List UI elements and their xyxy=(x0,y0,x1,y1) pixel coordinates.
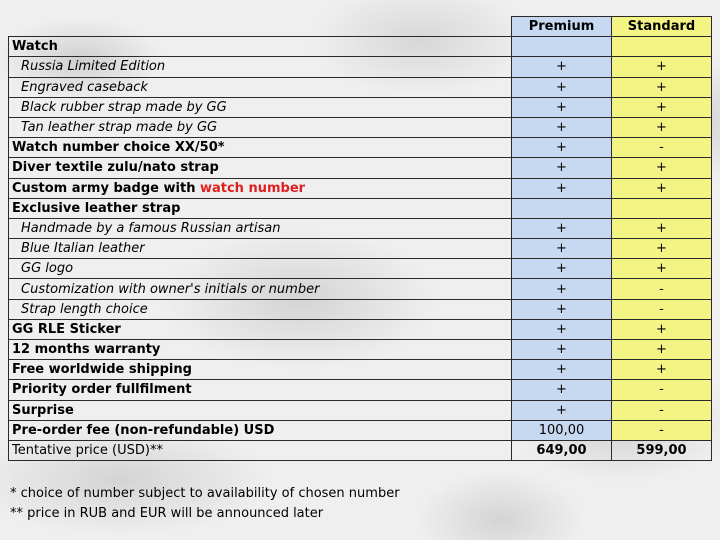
feature-label xyxy=(9,259,512,279)
standard-value: - xyxy=(612,299,712,319)
premium-value: + xyxy=(512,57,612,77)
premium-value: 100,00 xyxy=(512,420,612,440)
feature-label xyxy=(9,239,512,259)
feature-label-text: Pre-order fee (non-refundable) USD xyxy=(12,422,275,438)
table-row xyxy=(9,279,712,299)
feature-label-text: Russia Limited Edition xyxy=(21,59,166,75)
table-header-row xyxy=(9,17,712,37)
premium-value: + xyxy=(512,77,612,97)
feature-label xyxy=(9,57,512,77)
feature-label-text: GG logo xyxy=(21,261,74,277)
standard-value: - xyxy=(612,380,712,400)
feature-label xyxy=(9,440,512,460)
feature-label xyxy=(9,319,512,339)
table-row xyxy=(9,259,712,279)
premium-value xyxy=(512,198,612,218)
premium-value: + xyxy=(512,158,612,178)
feature-label xyxy=(9,218,512,238)
feature-label xyxy=(9,279,512,299)
table-row xyxy=(9,138,712,158)
standard-value: - xyxy=(612,420,712,440)
premium-value: 649,00 xyxy=(512,440,612,460)
premium-value: + xyxy=(512,259,612,279)
premium-value: + xyxy=(512,380,612,400)
standard-value: 599,00 xyxy=(612,440,712,460)
table-row xyxy=(9,37,712,57)
footnote-number-availability: * choice of number subject to availability of chosen number xyxy=(10,486,400,501)
standard-value: + xyxy=(612,340,712,360)
feature-label-highlight: watch number xyxy=(199,180,306,196)
feature-label-text: Handmade by a famous Russian artisan xyxy=(21,220,281,236)
table-row xyxy=(9,97,712,117)
table-row xyxy=(9,400,712,420)
table-row xyxy=(9,360,712,380)
feature-label-text: Blue Italian leather xyxy=(21,241,145,257)
table-row xyxy=(9,117,712,137)
feature-label xyxy=(9,37,512,57)
table-row xyxy=(9,319,712,339)
standard-value xyxy=(612,198,712,218)
feature-label-text: Priority order fullfilment xyxy=(12,382,192,398)
feature-label-text: Customization with owner's initials or number xyxy=(21,281,320,297)
standard-value: + xyxy=(612,178,712,198)
standard-column-header: Standard xyxy=(612,17,712,37)
feature-label-text: Custom army badge with xyxy=(12,180,200,196)
feature-label-text: Surprise xyxy=(12,402,74,418)
table-row xyxy=(9,299,712,319)
premium-value: + xyxy=(512,400,612,420)
feature-label-text: Engraved caseback xyxy=(21,79,148,95)
feature-label-text: Free worldwide shipping xyxy=(12,362,192,378)
feature-label xyxy=(9,299,512,319)
premium-value: + xyxy=(512,218,612,238)
standard-value: + xyxy=(612,117,712,137)
premium-value: + xyxy=(512,319,612,339)
standard-value: + xyxy=(612,319,712,339)
premium-value: + xyxy=(512,117,612,137)
table-row xyxy=(9,440,712,460)
table-row xyxy=(9,158,712,178)
table-row xyxy=(9,340,712,360)
feature-label-text: Exclusive leather strap xyxy=(12,200,181,216)
feature-label-text: Diver textile zulu/nato strap xyxy=(12,160,219,176)
premium-value: + xyxy=(512,97,612,117)
table-row xyxy=(9,218,712,238)
footnotes xyxy=(10,484,400,524)
table-row xyxy=(9,239,712,259)
feature-label-text: Tentative price (USD)** xyxy=(12,443,163,459)
standard-value: + xyxy=(612,218,712,238)
standard-value: + xyxy=(612,158,712,178)
feature-label xyxy=(9,158,512,178)
table-row xyxy=(9,77,712,97)
premium-value: + xyxy=(512,299,612,319)
feature-label-text: Watch xyxy=(12,39,58,55)
feature-label-text: GG RLE Sticker xyxy=(12,321,121,337)
package-comparison-table xyxy=(8,16,712,461)
feature-label xyxy=(9,117,512,137)
standard-value xyxy=(612,37,712,57)
table-row xyxy=(9,198,712,218)
feature-label xyxy=(9,420,512,440)
premium-value: + xyxy=(512,279,612,299)
feature-label-text: Tan leather strap made by GG xyxy=(21,120,218,136)
header-blank-cell xyxy=(9,17,512,37)
feature-label-text: Black rubber strap made by GG xyxy=(21,99,227,115)
standard-value: + xyxy=(612,360,712,380)
feature-label xyxy=(9,360,512,380)
feature-label xyxy=(9,340,512,360)
premium-value: + xyxy=(512,360,612,380)
standard-value: + xyxy=(612,77,712,97)
feature-label xyxy=(9,97,512,117)
feature-label xyxy=(9,198,512,218)
table-body xyxy=(9,37,712,461)
table-row xyxy=(9,57,712,77)
feature-label-text: Watch number choice XX/50* xyxy=(12,140,225,156)
table-row xyxy=(9,420,712,440)
footnote-currency-prices: ** price in RUB and EUR will be announced later xyxy=(10,506,324,521)
premium-value: + xyxy=(512,340,612,360)
standard-value: + xyxy=(612,57,712,77)
standard-value: + xyxy=(612,259,712,279)
standard-value: + xyxy=(612,239,712,259)
premium-value: + xyxy=(512,178,612,198)
premium-value xyxy=(512,37,612,57)
standard-value: - xyxy=(612,279,712,299)
feature-label xyxy=(9,138,512,158)
premium-column-header: Premium xyxy=(512,17,612,37)
standard-value: + xyxy=(612,97,712,117)
feature-label xyxy=(9,77,512,97)
standard-value: - xyxy=(612,400,712,420)
feature-label-text: Strap length choice xyxy=(21,301,148,317)
feature-label-text: 12 months warranty xyxy=(12,342,161,358)
standard-value: - xyxy=(612,138,712,158)
table-row xyxy=(9,178,712,198)
feature-label xyxy=(9,400,512,420)
feature-label xyxy=(9,380,512,400)
premium-value: + xyxy=(512,239,612,259)
feature-label xyxy=(9,178,512,198)
premium-value: + xyxy=(512,138,612,158)
table-row xyxy=(9,380,712,400)
